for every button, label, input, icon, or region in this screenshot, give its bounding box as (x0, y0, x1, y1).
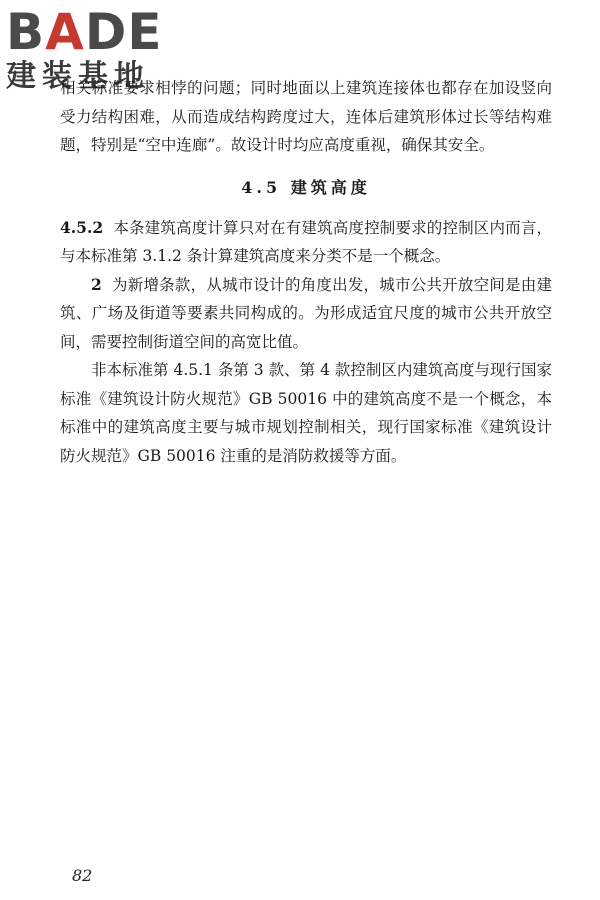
page-body (60, 74, 552, 470)
watermark-latin-text: BADE (6, 3, 163, 61)
item-text: 为新增条款，从城市设计的角度出发，城市公共开放空间是由建筑、广场及街道等要素共同构成的。为形成适宜尺度的城市公共开放空间，需要控制街道空间的高宽比值。 (60, 275, 552, 351)
section-title: 4.5 建筑高度 (241, 177, 371, 197)
clause-text: 本条建筑高度计算只对在有建筑高度控制要求的控制区内而言，与本标准第 3.1.2 条计算建筑高度来分类不是一个概念。 (60, 218, 552, 265)
page-number: 82 (72, 866, 93, 885)
note-paragraph: 非本标准第 4.5.1 条第 3 款、第 4 款控制区内建筑高度与现行国家标准《建筑设计防火规范》GB 50016 中的建筑高度不是一个概念，本标准中的建筑高度主要与城市规划控制相关，现行国家标准《建筑设计防火规范》GB 50016 注重的是消防救援等方面。 (60, 361, 552, 465)
watermark-accent-letter: A (45, 3, 85, 61)
item-number: 2 (91, 274, 102, 294)
clause-number: 4.5.2 (60, 217, 104, 237)
item-paragraph (60, 271, 552, 357)
watermark-cjk-text: 建装基地 (6, 59, 150, 94)
continuation-paragraph: 相关标准要求相悖的问题；同时地面以上建筑连接体也都存在加设竖向受力结构困难，从而造成结构跨度过大，连体后建筑形体过长等结构难题，特别是“空中连廊”。故设计时均应高度重视，确保其安全。 (60, 79, 552, 154)
clause-paragraph (60, 214, 552, 271)
